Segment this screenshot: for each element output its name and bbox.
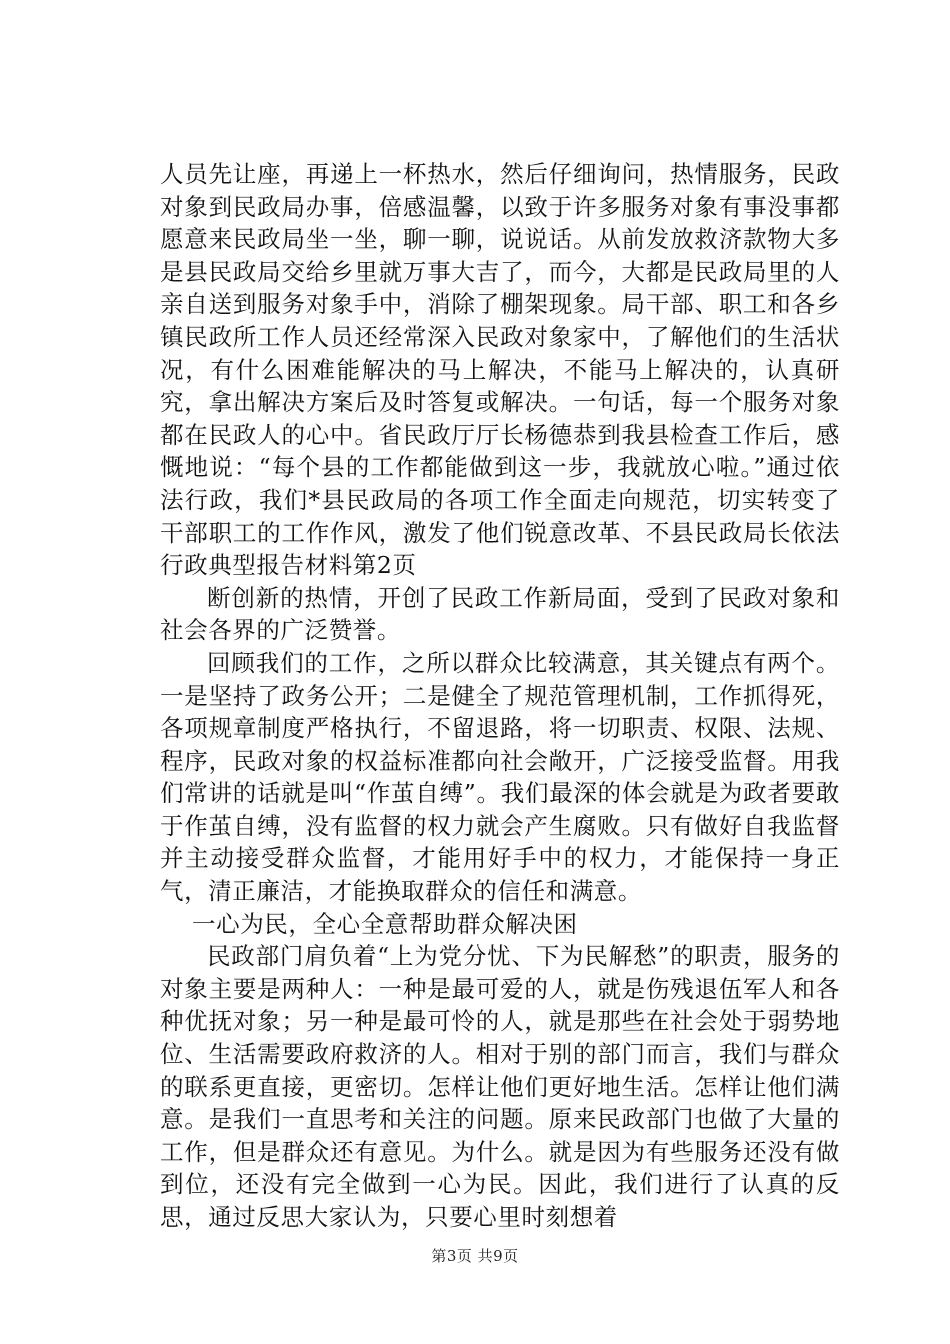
paragraph-civil-affairs: 民政部门肩负着“上为党分忧、下为民解愁”的职责，服务的对象主要是两种人：一种是最可爱的人，就是伤残退伍军人和各种优抚对象；另一种是最可怜的人，就是那些在社会处于弱势地位、生活需要政府救济的人。相对于别的部门而言，我们与群众的联系更直接，更密切。怎样让他们更好地生活。怎样让他们满意。是我们一直思考和关注的问题。原来民政部门也做了大量的工作，但是群众还有意见。为什么。就是因为有些服务还没有做到位，还没有完全做到一心为民。因此，我们进行了认真的反思，通过反思大家认为，只要心里时刻想着: [160, 942, 840, 1231]
section-heading: 一心为民，全心全意帮助群众解决困: [192, 909, 578, 938]
page-number: 第3页 共9页: [431, 1247, 519, 1265]
paragraph-continuation: 人员先让座，再递上一杯热水，然后仔细询问，热情服务，民政对象到民政局办事，倍感温馨，以致于许多服务对象有事没事都愿意来民政局坐一坐，聊一聊，说说话。从前发放救济款物大多是县民政局交给乡里就万事大吉了，而今，大都是民政局里的人亲自送到服务对象手中，消除了棚架现象。局干部、职工和各乡镇民政所工作人员还经常深入民政对象家中，了解他们的生活状况，有什么困难能解决的马上解决，不能马上解决的，认真研究，拿出解决方案后及时答复或解决。一句话，每一个服务对象都在民政人的心中。省民政厅厅长杨德恭到我县检查工作后，感慨地说：“每个县的工作都能做到这一步，我就放心啦。”通过依法行政，我们*县民政局的各项工作全面走向规范，切实转变了干部职工的工作作风，激发了他们锐意改革、不县民政局长依法行政典型报告材料第2页: [160, 160, 840, 580]
document-body: [160, 158, 840, 1234]
paragraph-review: 回顾我们的工作，之所以群众比较满意，其关键点有两个。一是坚持了政务公开；二是健全了规范管理机制，工作抓得死，各项规章制度严格执行，不留退路，将一切职责、权限、法规、程序，民政对象的权益标准都向社会敞开，广泛接受监督。用我们常讲的话就是叫“作茧自缚”。我们最深的体会就是为政者要敢于作茧自缚，没有监督的权力就会产生腐败。只有做好自我监督并主动接受群众监督，才能用好手中的权力，才能保持一身正气，清正廉洁，才能换取群众的信任和满意。: [160, 648, 840, 906]
paragraph-innovation: 断创新的热情，开创了民政工作新局面，受到了民政对象和社会各界的广泛赞誉。: [160, 583, 840, 645]
